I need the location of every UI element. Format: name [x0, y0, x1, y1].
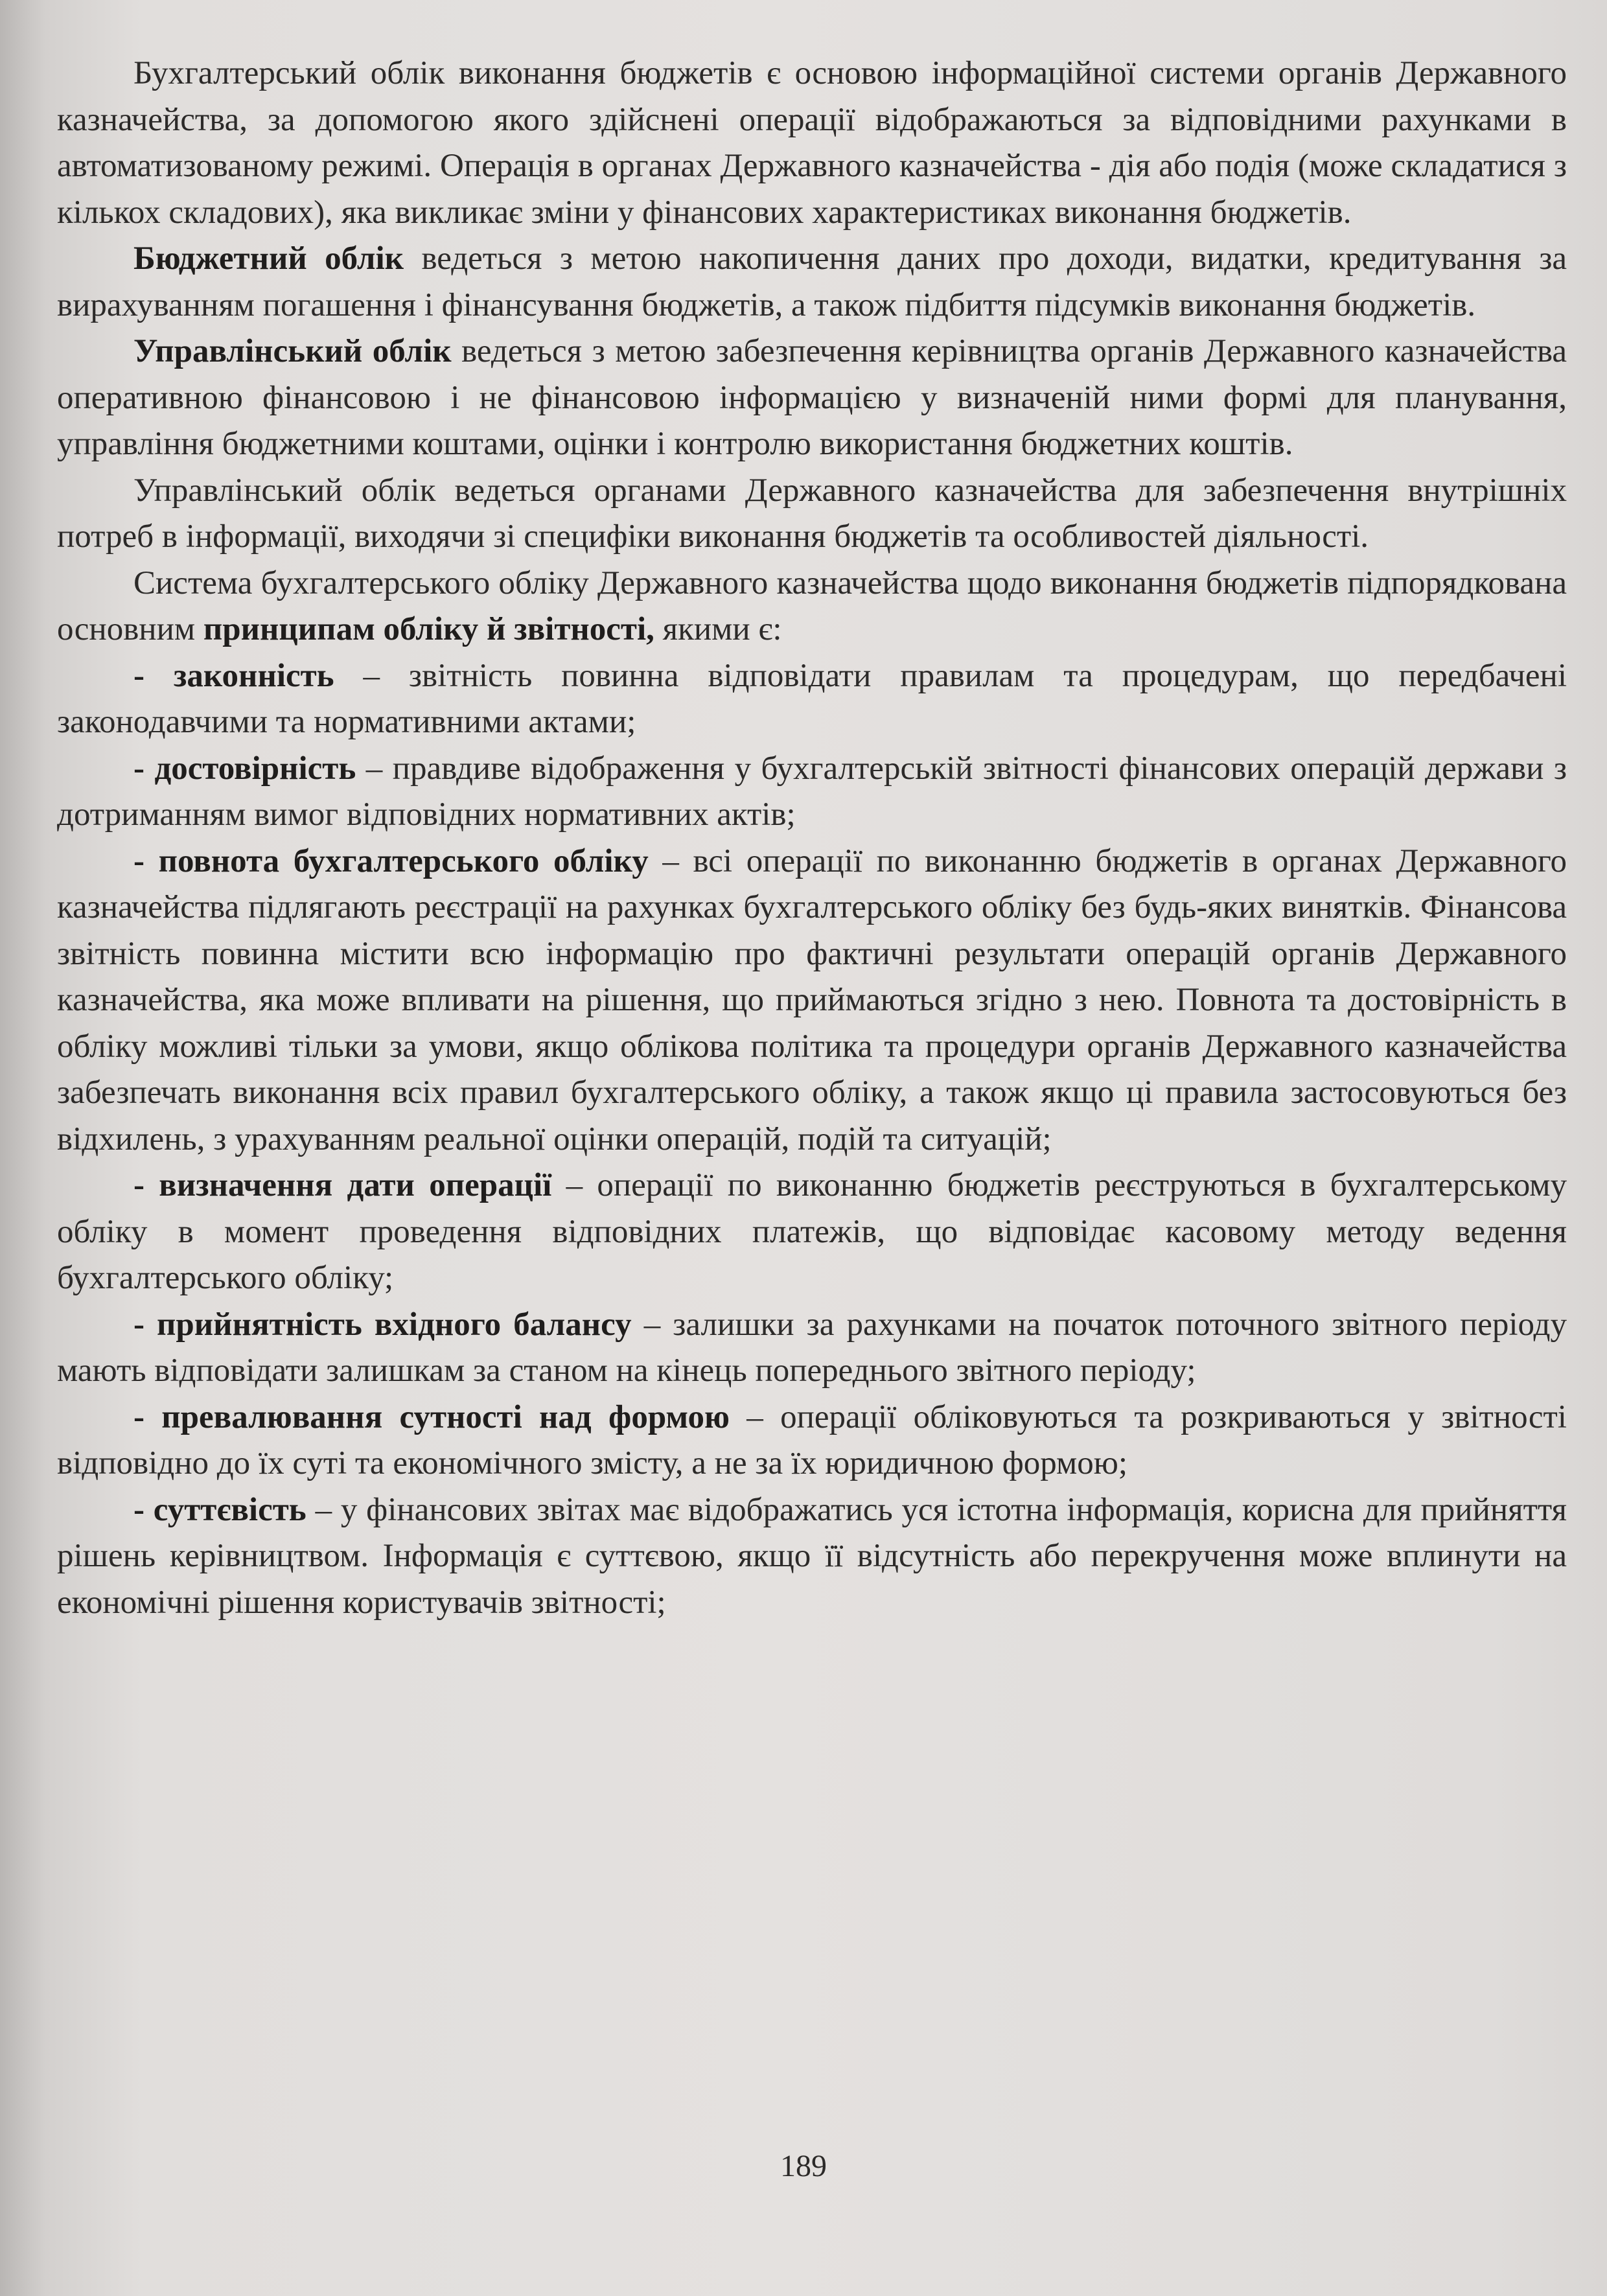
principle-opening-balance [57, 1302, 1567, 1395]
term-heading: - повнота бухгалтерського обліку [133, 842, 649, 879]
paragraph-text: Система бухгалтерського обліку Державного казначейства щодо виконання бюджетів підпорядкована основним [57, 564, 1567, 647]
paragraph-text: – операції обліковуються та розкриваються у звітності відповідно до їх суті та економічного змісту, а не за їх юридичною формою; [57, 1398, 1567, 1481]
body-text [57, 51, 1567, 1626]
paragraph-management-accounting [57, 329, 1567, 468]
paragraph-text: Управлінський облік ведеться органами Державного казначейства для забезпечення внутрішніх потреб в інформації, виходячи зі специфіки виконання бюджетів та особливостей діяльності. [57, 472, 1567, 555]
paragraph-text: – правдиве відображення у бухгалтерській звітності фінансових операцій держави з дотриманням вимог відповідних нормативних актів; [57, 750, 1567, 833]
term-heading: - законність [133, 657, 334, 694]
paragraph-budget-accounting [57, 236, 1567, 329]
paragraph-text: – у фінансових звітах має відображатись уся істотна інформація, корисна для прийняття рішень керівництвом. Інформація є суттєвою, якщо її відсутність або перекручення може вплинути на економічні рішення користувачів звітності; [57, 1491, 1567, 1621]
principle-substance-over-form [57, 1395, 1567, 1487]
paragraph-text: – операції по виконанню бюджетів реєструються в бухгалтерському обліку в момент проведення відповідних платежів, що відповідає касовому методу ведення бухгалтерського обліку; [57, 1167, 1567, 1296]
paragraph-text: – залишки за рахунками на початок поточного звітного періоду мають відповідати залишкам за станом на кінець попереднього звітного періоду; [57, 1306, 1567, 1389]
paragraph-principles-intro [57, 561, 1567, 653]
paragraph-intro [57, 51, 1567, 236]
principle-legality [57, 653, 1567, 746]
paragraph-text: Бухгалтерський облік виконання бюджетів є основою інформаційної системи органів Державного казначейства, за допомогою якого здійснені операції відображаються за відповідними рахунками в автоматизованому режимі. Операція в органах Державного казначейства - дія або подія (може складатися з кількох складових), яка викликає зміни у фінансових характеристиках виконання бюджетів. [57, 55, 1567, 231]
principle-materiality [57, 1487, 1567, 1627]
paragraph-text: ведеться з метою накопичення даних про доходи, видатки, кредитування за вирахуванням погашення і фінансування бюджетів, а також підбиття підсумків виконання бюджетів. [57, 240, 1567, 323]
page-number: 189 [780, 2149, 827, 2183]
paragraph-text: ведеться з метою забезпечення керівництва органів Державного казначейства оперативною фінансовою і не фінансовою інформацією у визначеній ними формі для планування, управління бюджетними коштами, оцінки і контролю використання бюджетних коштів. [57, 333, 1567, 462]
term-heading: - суттєвість [133, 1491, 306, 1528]
principle-completeness [57, 839, 1567, 1163]
paragraph-text: якими є: [654, 611, 782, 647]
principle-reliability [57, 746, 1567, 839]
term-heading: - превалювання сутності над формою [133, 1398, 730, 1435]
term-heading: - визначення дати операції [133, 1167, 552, 1203]
paragraph-text: – всі операції по виконанню бюджетів в органах Державного казначейства підлягають реєстрації на рахунках бухгалтерського обліку без будь-яких винятків. Фінансова звітність повинна містити всю інформацію про фактичні результати операцій органів Державного казначейства, яка може впливати на рішення, що приймаються згідно з нею. Повнота та достовірність в обліку можливі тільки за умови, якщо облікова політика та процедури органів Державного казначейства забезпечать виконання всіх правил бухгалтерського обліку, а також якщо ці правила застосовуються без відхилень, з урахуванням реальної оцінки операцій, подій та ситуацій; [57, 842, 1567, 1157]
term-heading: - достовірність [133, 750, 356, 787]
paragraph-text: – звітність повинна відповідати правилам та процедурам, що передбачені законодавчими та нормативними актами; [57, 657, 1567, 740]
term-heading: Бюджетний облік [133, 240, 404, 277]
term-heading: - прийнятність вхідного балансу [133, 1306, 632, 1343]
principle-operation-date [57, 1163, 1567, 1302]
term-heading: принципам обліку й звітності, [203, 611, 654, 647]
term-heading: Управлінський облік [133, 333, 452, 369]
paragraph-management-internal [57, 468, 1567, 561]
